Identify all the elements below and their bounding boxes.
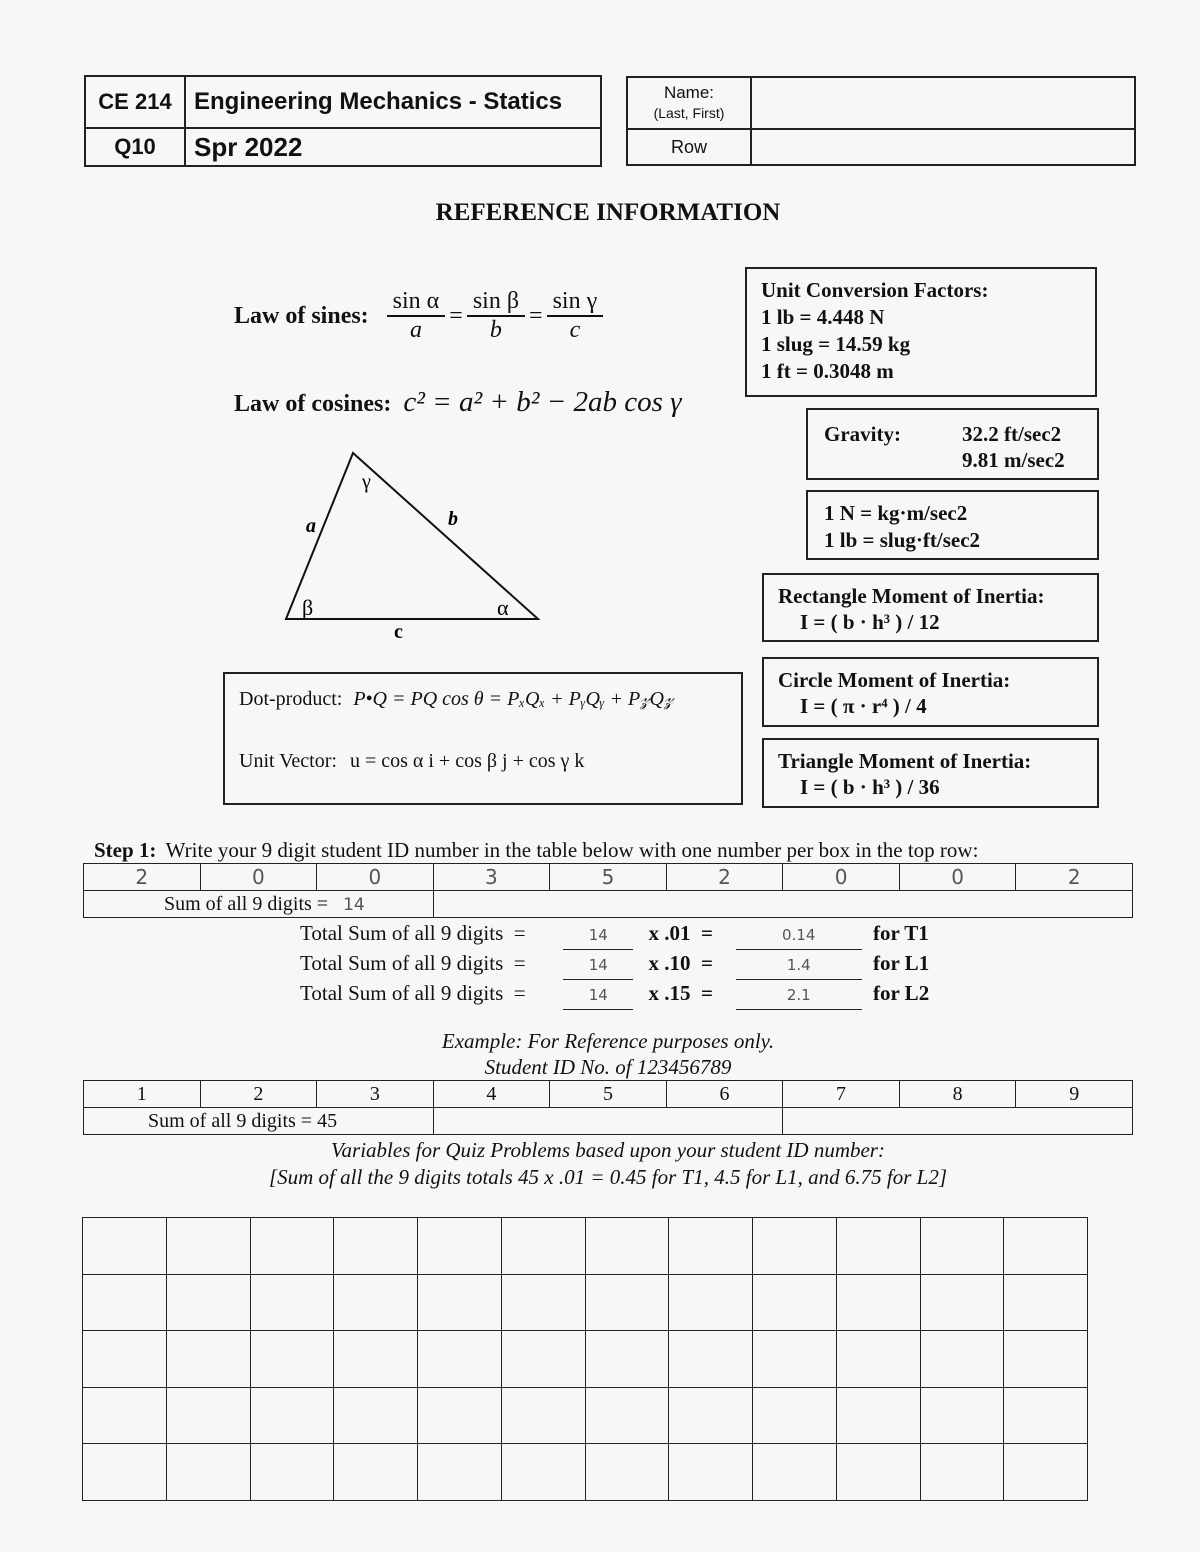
multiplier-row-result[interactable]: 0.14: [736, 922, 862, 950]
grid-cell[interactable]: [334, 1218, 418, 1275]
variables-line-2: [Sum of all the 9 digits totals 45 x .01 = 0.45 for T1, 4.5 for L1, and 6.75 for L2]: [268, 1165, 948, 1189]
rectangle-moi-title: Rectangle Moment of Inertia:: [778, 584, 1045, 608]
law-of-cosines: [234, 386, 682, 419]
gravity-value-ft: 32.2 ft/sec2: [962, 422, 1062, 446]
grid-cell[interactable]: [1004, 1387, 1088, 1444]
example-digit-cell: 2: [200, 1081, 317, 1108]
id-digit-cell[interactable]: 2: [1016, 864, 1133, 891]
sines-num-1: sin α: [387, 288, 446, 317]
grid-cell[interactable]: [250, 1218, 334, 1275]
grid-cell[interactable]: [920, 1444, 1004, 1501]
example-caption: [0, 1028, 1200, 1080]
law-of-cosines-formula: c² = a² + b² − 2ab cos γ: [403, 386, 682, 418]
grid-cell[interactable]: [920, 1331, 1004, 1388]
grid-cell[interactable]: [1004, 1331, 1088, 1388]
grid-cell[interactable]: [669, 1387, 753, 1444]
gravity-box: [806, 408, 1099, 480]
row-label: Row: [627, 129, 751, 165]
id-digit-cell[interactable]: 0: [783, 864, 900, 891]
sines-num-2: sin β: [467, 288, 525, 317]
force-units-box: [806, 490, 1099, 560]
newton-definition: 1 N = kg·m/sec2: [824, 501, 968, 525]
example-digit-cell: 6: [666, 1081, 783, 1108]
grid-cell[interactable]: [250, 1387, 334, 1444]
law-of-cosines-label: Law of cosines:: [234, 391, 392, 417]
multiplier-row-sum[interactable]: 14: [563, 982, 633, 1010]
label-side-a: a: [306, 515, 316, 537]
id-digit-cell[interactable]: 5: [550, 864, 667, 891]
example-empty-cell: [783, 1108, 1133, 1135]
grid-cell[interactable]: [83, 1274, 167, 1331]
grid-cell[interactable]: [83, 1331, 167, 1388]
grid-cell[interactable]: [585, 1218, 669, 1275]
grid-cell[interactable]: [669, 1444, 753, 1501]
id-digit-cell[interactable]: 0: [317, 864, 434, 891]
unit-vector-formula: u = cos α i + cos β j + cos γ k: [349, 750, 585, 772]
grid-cell[interactable]: [250, 1274, 334, 1331]
unit-vector-line: [239, 750, 584, 773]
step1-text: Write your 9 digit student ID number in the table below with one number per box in the top row:: [165, 838, 979, 862]
quiz-number: Q10: [85, 128, 185, 166]
grid-cell[interactable]: [836, 1331, 920, 1388]
course-code: CE 214: [85, 76, 185, 128]
id-digit-cell[interactable]: 0: [899, 864, 1016, 891]
example-empty-cell: [433, 1108, 783, 1135]
grid-cell[interactable]: [585, 1387, 669, 1444]
grid-cell[interactable]: [669, 1331, 753, 1388]
variables-caption: [0, 1137, 1200, 1191]
sum-label: Sum of all 9 digits =: [164, 892, 329, 915]
grid-cell[interactable]: [334, 1387, 418, 1444]
grid-cell[interactable]: [669, 1218, 753, 1275]
id-digit-cell[interactable]: 2: [84, 864, 201, 891]
multiplier-row-factor: x .15 =: [648, 981, 713, 1005]
grid-cell[interactable]: [83, 1444, 167, 1501]
course-title: Engineering Mechanics - Statics: [185, 76, 601, 128]
name-label: Name:: [663, 83, 715, 102]
grid-cell[interactable]: [334, 1331, 418, 1388]
grid-cell[interactable]: [1004, 1274, 1088, 1331]
label-alpha: α: [497, 595, 509, 620]
multiplier-row: [300, 980, 929, 1010]
sines-fraction-2: [467, 288, 525, 344]
grid-cell[interactable]: [166, 1218, 250, 1275]
multiplier-row-result[interactable]: 2.1: [736, 982, 862, 1010]
grid-cell[interactable]: [920, 1387, 1004, 1444]
variables-line-1: Variables for Quiz Problems based upon your student ID number:: [331, 1138, 885, 1162]
grid-cell[interactable]: [836, 1444, 920, 1501]
id-digit-cell[interactable]: 0: [200, 864, 317, 891]
grid-cell[interactable]: [920, 1274, 1004, 1331]
grid-cell[interactable]: [418, 1218, 502, 1275]
example-digit-cell: 5: [550, 1081, 667, 1108]
example-sum-cell: Sum of all 9 digits = 45: [84, 1108, 434, 1135]
example-digit-cell: 7: [783, 1081, 900, 1108]
step1-instruction: [94, 838, 978, 863]
grid-cell[interactable]: [83, 1387, 167, 1444]
unit-conversion-line: 1 lb = 4.448 N: [761, 305, 885, 329]
grid-cell[interactable]: [166, 1387, 250, 1444]
grid-cell[interactable]: [501, 1274, 585, 1331]
grid-cell[interactable]: [585, 1444, 669, 1501]
label-side-c: c: [394, 621, 403, 643]
grid-cell[interactable]: [1004, 1218, 1088, 1275]
grid-cell[interactable]: [501, 1387, 585, 1444]
multiplier-row-for: for T1: [873, 921, 929, 945]
example-digit-cell: 9: [1016, 1081, 1133, 1108]
circle-moi-title: Circle Moment of Inertia:: [778, 668, 1011, 692]
example-digit-cell: 3: [317, 1081, 434, 1108]
grid-cell[interactable]: [836, 1218, 920, 1275]
gravity-value-m: 9.81 m/sec2: [962, 448, 1065, 472]
grid-cell[interactable]: [418, 1331, 502, 1388]
grid-cell[interactable]: [501, 1444, 585, 1501]
grid-cell[interactable]: [1004, 1444, 1088, 1501]
multiplier-row-result[interactable]: 1.4: [736, 952, 862, 980]
grid-cell[interactable]: [501, 1331, 585, 1388]
dot-product-label: Dot-product:: [239, 688, 343, 710]
dot-product-formula: P•Q = PQ cos θ = PₓQₓ + PᵧQᵧ + P𝓏Q𝓏: [353, 688, 674, 710]
example-digit-cell: 8: [899, 1081, 1016, 1108]
rectangle-moi-box: [762, 573, 1099, 642]
multiplier-row-for: for L1: [873, 951, 930, 975]
grid-cell[interactable]: [334, 1274, 418, 1331]
pound-definition: 1 lb = slug·ft/sec2: [824, 528, 981, 552]
work-grid: [82, 1217, 1088, 1501]
multiplier-row-factor: x .10 =: [648, 951, 713, 975]
multiplier-row-sum[interactable]: 14: [563, 952, 633, 980]
grid-cell[interactable]: [418, 1387, 502, 1444]
circle-moi-box: [762, 657, 1099, 727]
sines-den-3: c: [569, 317, 581, 343]
grid-cell[interactable]: [83, 1218, 167, 1275]
multiplier-row: [300, 950, 929, 980]
rectangle-moi-formula: I = ( b · h³ ) / 12: [800, 610, 940, 634]
grid-cell[interactable]: [753, 1331, 837, 1388]
name-label-cell: [627, 77, 751, 129]
step1-label: Step 1:: [94, 838, 157, 862]
label-gamma: γ: [362, 471, 371, 493]
multiplier-row: [300, 920, 929, 950]
multiplier-row-for: for L2: [873, 981, 930, 1005]
example-id-table: [83, 1080, 1133, 1135]
grid-cell[interactable]: [836, 1387, 920, 1444]
course-header-table: [84, 75, 602, 167]
sines-fraction-1: [387, 288, 446, 344]
grid-cell[interactable]: [836, 1274, 920, 1331]
unit-conversion-line: 1 slug = 14.59 kg: [761, 332, 911, 356]
multiplier-row-label: Total Sum of all 9 digits =: [300, 921, 526, 945]
sines-den-2: b: [489, 317, 502, 343]
grid-cell[interactable]: [418, 1444, 502, 1501]
sum-value[interactable]: 14: [343, 894, 365, 915]
triangle-moi-box: [762, 738, 1099, 808]
label-beta: β: [302, 595, 314, 620]
student-id-table: [83, 863, 1133, 918]
sum-empty-cell: [433, 891, 1132, 918]
grid-cell[interactable]: [920, 1218, 1004, 1275]
multiplier-rows: [300, 920, 929, 1010]
triangle-diagram: [270, 440, 560, 650]
grid-cell[interactable]: [166, 1444, 250, 1501]
grid-cell[interactable]: [166, 1274, 250, 1331]
triangle-moi-title: Triangle Moment of Inertia:: [778, 749, 1032, 773]
grid-cell[interactable]: [669, 1274, 753, 1331]
dot-product-line: [239, 688, 673, 711]
id-digit-cell[interactable]: 2: [666, 864, 783, 891]
reference-title: REFERENCE INFORMATION: [435, 199, 781, 226]
triangle-moi-formula: I = ( b · h³ ) / 36: [800, 775, 940, 799]
grid-cell[interactable]: [753, 1444, 837, 1501]
grid-cell[interactable]: [753, 1218, 837, 1275]
example-digit-cell: 1: [84, 1081, 201, 1108]
multiplier-row-sum[interactable]: 14: [563, 922, 633, 950]
name-field[interactable]: [751, 77, 1135, 129]
sines-fraction-3: [547, 288, 604, 344]
grid-cell[interactable]: [501, 1218, 585, 1275]
grid-cell[interactable]: [166, 1331, 250, 1388]
multiplier-row-label: Total Sum of all 9 digits =: [300, 951, 526, 975]
law-of-sines-label: Law of sines:: [234, 302, 369, 329]
id-digit-cell[interactable]: 3: [433, 864, 550, 891]
label-side-b: b: [448, 508, 458, 530]
sines-den-1: a: [409, 317, 422, 343]
grid-cell[interactable]: [585, 1331, 669, 1388]
name-sublabel: (Last, First): [653, 105, 725, 121]
law-of-sines: Law of sines: $\frac{\text{sin α}}{a}$ = $\frac{\text{sin β}}{b}$ = $\frac{\text{sin γ}}{c}$: [234, 276, 603, 356]
unit-conversion-title: Unit Conversion Factors:: [761, 278, 989, 302]
example-line-2: Student ID No. of 123456789: [484, 1055, 732, 1079]
multiplier-row-factor: x .01 =: [648, 921, 713, 945]
example-line-1: Example: For Reference purposes only.: [441, 1029, 775, 1053]
circle-moi-formula: I = ( π · r⁴ ) / 4: [800, 694, 927, 718]
unit-vector-label: Unit Vector:: [239, 750, 337, 772]
example-digit-cell: 4: [433, 1081, 550, 1108]
gravity-label: Gravity:: [824, 422, 901, 446]
sum-cell: [84, 891, 434, 918]
row-field[interactable]: [751, 129, 1135, 165]
grid-cell[interactable]: [585, 1274, 669, 1331]
vector-formulas-box: [223, 672, 743, 805]
unit-conversion-line: 1 ft = 0.3048 m: [761, 359, 894, 383]
grid-cell[interactable]: [418, 1274, 502, 1331]
name-row-table: [626, 76, 1136, 166]
grid-cell[interactable]: [250, 1444, 334, 1501]
sines-num-3: sin γ: [547, 288, 604, 317]
grid-cell[interactable]: [250, 1331, 334, 1388]
unit-conversion-box: [745, 267, 1097, 397]
grid-cell[interactable]: [753, 1387, 837, 1444]
term: Spr 2022: [185, 128, 601, 166]
grid-cell[interactable]: [334, 1444, 418, 1501]
multiplier-row-label: Total Sum of all 9 digits =: [300, 981, 526, 1005]
grid-cell[interactable]: [753, 1274, 837, 1331]
